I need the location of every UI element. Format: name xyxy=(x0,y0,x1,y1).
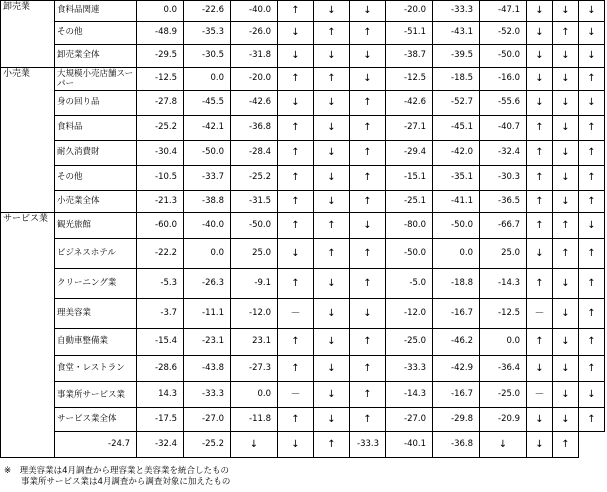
di-value-cell: 0.0 xyxy=(184,239,231,269)
trend-arrow-cell: ↑ xyxy=(350,239,386,269)
di-value-cell: -16.7 xyxy=(433,299,480,329)
di-value-cell: -45.5 xyxy=(184,91,231,116)
trend-arrow-cell: ↓ xyxy=(527,408,553,432)
industry-label: 小売業 xyxy=(1,68,55,213)
trend-arrow-cell: ↓ xyxy=(553,1,579,22)
trend-arrow-cell: ↑ xyxy=(579,329,605,356)
di-value-cell: -12.0 xyxy=(386,299,433,329)
trend-arrow-cell: ↑ xyxy=(553,432,579,458)
trend-arrow-cell: ↓ xyxy=(579,382,605,408)
di-value-cell: -80.0 xyxy=(386,213,433,239)
trend-arrow-cell: ↑ xyxy=(350,166,386,191)
subcategory-label: 身の回り品 xyxy=(55,91,137,116)
di-value-cell: -11.1 xyxy=(184,299,231,329)
trend-arrow-cell: － xyxy=(527,299,553,329)
di-value-cell: 0.0 xyxy=(433,239,480,269)
di-value-cell: -20.0 xyxy=(231,68,278,91)
subcategory-label: その他 xyxy=(55,22,137,45)
trend-arrow-cell: ↑ xyxy=(314,239,350,269)
di-value-cell: -50.0 xyxy=(184,141,231,166)
di-value-cell: -50.0 xyxy=(480,45,527,68)
subcategory-label: 小売業全体 xyxy=(55,191,137,213)
trend-arrow-cell: ↑ xyxy=(314,68,350,91)
trend-arrow-cell: ↑ xyxy=(527,191,553,213)
di-value-cell: -23.1 xyxy=(184,329,231,356)
di-value-cell: 0.0 xyxy=(184,68,231,91)
trend-arrow-cell: ↑ xyxy=(579,299,605,329)
di-value-cell: -46.2 xyxy=(433,329,480,356)
footnotes xyxy=(4,466,230,488)
trend-arrow-cell: ↓ xyxy=(553,408,579,432)
di-value-cell: -36.8 xyxy=(433,432,480,458)
table-row xyxy=(1,329,605,356)
trend-arrow-cell: ↑ xyxy=(278,191,314,213)
trend-arrow-cell: ↓ xyxy=(278,239,314,269)
di-value-cell: -51.1 xyxy=(386,22,433,45)
di-value-cell: -52.0 xyxy=(480,22,527,45)
di-value-cell: -21.3 xyxy=(137,191,184,213)
di-value-cell: -27.0 xyxy=(184,408,231,432)
trend-arrow-cell: ↑ xyxy=(350,91,386,116)
subcategory-label: 自動車整備業 xyxy=(55,329,137,356)
subcategory-label: 理美容業 xyxy=(55,299,137,329)
di-value-cell: -39.5 xyxy=(433,45,480,68)
trend-arrow-cell: ↓ xyxy=(314,408,350,432)
di-value-cell: -22.2 xyxy=(137,239,184,269)
di-value-cell: -28.6 xyxy=(137,356,184,382)
footnote-1: ※ 理美容業は4月調査から理容業と美容業を統合したもの xyxy=(4,466,230,476)
trend-arrow-cell: ↓ xyxy=(314,45,350,68)
subcategory-label: サービス業全体 xyxy=(55,408,137,432)
subcategory-label: 事業所サービス業 xyxy=(55,382,137,408)
subcategory-label: 食堂・レストラン xyxy=(55,356,137,382)
di-value-cell: -33.3 xyxy=(350,432,386,458)
trend-arrow-cell: ↓ xyxy=(553,141,579,166)
trend-arrow-cell: ↓ xyxy=(350,1,386,22)
di-value-cell: -55.6 xyxy=(480,91,527,116)
table-row xyxy=(1,68,605,91)
trend-arrow-cell: ↑ xyxy=(579,269,605,299)
trend-arrow-cell: ↑ xyxy=(278,1,314,22)
subcategory-label: 食料品 xyxy=(55,116,137,141)
trend-arrow-cell: － xyxy=(527,382,553,408)
trend-arrow-cell: ↑ xyxy=(278,408,314,432)
di-value-cell: -50.0 xyxy=(231,213,278,239)
trend-arrow-cell: ↑ xyxy=(278,166,314,191)
trend-arrow-cell: ↑ xyxy=(579,408,605,432)
trend-arrow-cell: ↑ xyxy=(350,408,386,432)
trend-arrow-cell: ↓ xyxy=(527,239,553,269)
trend-arrow-cell: ↓ xyxy=(579,1,605,22)
di-value-cell: -35.1 xyxy=(433,166,480,191)
di-value-cell: -12.0 xyxy=(231,299,278,329)
di-value-cell: -45.1 xyxy=(433,116,480,141)
di-value-cell: -40.0 xyxy=(231,1,278,22)
subcategory-label: クリーニング業 xyxy=(55,269,137,299)
di-value-cell: -15.1 xyxy=(386,166,433,191)
trend-arrow-cell: ↓ xyxy=(579,22,605,45)
trend-arrow-cell: ↓ xyxy=(314,116,350,141)
trend-arrow-cell: ↓ xyxy=(314,269,350,299)
di-value-cell: -31.8 xyxy=(231,45,278,68)
di-value-cell: -12.5 xyxy=(386,68,433,91)
footnote-2: 事業所サービス業は4月調査から調査対象に加えたもの xyxy=(4,477,231,487)
trend-arrow-cell: ↓ xyxy=(480,432,527,458)
trend-arrow-cell: ↓ xyxy=(527,22,553,45)
trend-arrow-cell: ↓ xyxy=(278,22,314,45)
di-value-cell: -11.8 xyxy=(231,408,278,432)
table-row xyxy=(1,213,605,239)
trend-arrow-cell: ↓ xyxy=(553,45,579,68)
trend-arrow-cell: ↑ xyxy=(350,382,386,408)
di-value-cell: -47.1 xyxy=(480,1,527,22)
trend-arrow-cell: ↓ xyxy=(527,45,553,68)
trend-arrow-cell: ↓ xyxy=(553,356,579,382)
trend-arrow-cell: ↑ xyxy=(350,116,386,141)
trend-arrow-cell: ↑ xyxy=(527,116,553,141)
trend-arrow-cell: ↓ xyxy=(579,45,605,68)
di-value-cell: -33.3 xyxy=(184,382,231,408)
trend-arrow-cell: ↓ xyxy=(314,91,350,116)
di-value-cell: -33.3 xyxy=(386,356,433,382)
trend-arrow-cell: ↑ xyxy=(579,116,605,141)
di-value-cell: -50.0 xyxy=(386,239,433,269)
di-value-cell: -36.5 xyxy=(480,191,527,213)
di-value-cell: -12.5 xyxy=(137,68,184,91)
di-value-cell: -42.1 xyxy=(184,116,231,141)
di-value-cell: -14.3 xyxy=(386,382,433,408)
di-value-cell: -18.5 xyxy=(433,68,480,91)
trend-arrow-cell: ↑ xyxy=(278,269,314,299)
trend-arrow-cell: ↓ xyxy=(553,191,579,213)
trend-arrow-cell: ↓ xyxy=(527,432,553,458)
trend-arrow-cell: ↑ xyxy=(553,239,579,269)
subcategory-label: 大規模小売店舗スーパー xyxy=(55,68,137,91)
table-row xyxy=(1,356,605,382)
di-value-cell: -20.0 xyxy=(386,1,433,22)
trend-arrow-cell: ↑ xyxy=(314,432,350,458)
di-value-cell: -5.0 xyxy=(386,269,433,299)
di-value-cell: -29.8 xyxy=(433,408,480,432)
di-value-cell: -48.9 xyxy=(137,22,184,45)
di-value-cell: -25.2 xyxy=(184,432,231,458)
trend-arrow-cell: ↑ xyxy=(350,22,386,45)
di-value-cell: -24.7 xyxy=(55,432,137,458)
trend-arrow-cell: ↓ xyxy=(553,299,579,329)
di-value-cell: -12.5 xyxy=(480,299,527,329)
di-value-cell: -20.9 xyxy=(480,408,527,432)
di-value-cell: -42.6 xyxy=(386,91,433,116)
trend-arrow-cell: ↓ xyxy=(314,141,350,166)
di-value-cell: -30.4 xyxy=(137,141,184,166)
trend-arrow-cell: ↑ xyxy=(278,68,314,91)
trend-arrow-cell: ↓ xyxy=(350,68,386,91)
table-row xyxy=(1,299,605,329)
trend-arrow-cell: ↓ xyxy=(579,91,605,116)
trend-arrow-cell: ↓ xyxy=(527,68,553,91)
table-row xyxy=(1,191,605,213)
trend-arrow-cell: ↓ xyxy=(278,45,314,68)
di-value-cell: -16.0 xyxy=(480,68,527,91)
di-value-cell: -18.8 xyxy=(433,269,480,299)
trend-arrow-cell: ↓ xyxy=(278,432,314,458)
di-value-cell: -50.0 xyxy=(433,213,480,239)
table-row xyxy=(1,91,605,116)
di-value-cell: -5.3 xyxy=(137,269,184,299)
trend-arrow-cell: ↑ xyxy=(579,239,605,269)
di-value-cell: -17.5 xyxy=(137,408,184,432)
trend-arrow-cell: ↑ xyxy=(314,22,350,45)
di-value-cell: -40.7 xyxy=(480,116,527,141)
di-value-cell: -27.8 xyxy=(137,91,184,116)
di-value-cell: 25.0 xyxy=(480,239,527,269)
trend-arrow-cell: － xyxy=(278,382,314,408)
trend-arrow-cell: ↓ xyxy=(314,356,350,382)
table-row xyxy=(1,239,605,269)
industry-label: サービス業 xyxy=(1,213,55,458)
di-value-cell: -14.3 xyxy=(480,269,527,299)
trend-arrow-cell: ↓ xyxy=(527,356,553,382)
di-value-cell: -26.0 xyxy=(231,22,278,45)
trend-arrow-cell: ↑ xyxy=(278,141,314,166)
trend-arrow-cell: ↑ xyxy=(579,141,605,166)
trend-arrow-cell: ↓ xyxy=(350,45,386,68)
di-value-cell: -35.3 xyxy=(184,22,231,45)
table-row xyxy=(1,116,605,141)
trend-arrow-cell: ↓ xyxy=(579,213,605,239)
table-row xyxy=(1,382,605,408)
di-value-cell: 23.1 xyxy=(231,329,278,356)
subcategory-label: その他 xyxy=(55,166,137,191)
di-value-cell: -27.1 xyxy=(386,116,433,141)
table-row xyxy=(1,45,605,68)
subcategory-label: 卸売業全体 xyxy=(55,45,137,68)
di-value-cell: -28.4 xyxy=(231,141,278,166)
di-value-cell: -40.1 xyxy=(386,432,433,458)
di-value-cell: -38.8 xyxy=(184,191,231,213)
table-row xyxy=(1,166,605,191)
di-value-cell: -29.5 xyxy=(137,45,184,68)
di-value-cell: -31.5 xyxy=(231,191,278,213)
table-row xyxy=(1,432,605,458)
di-value-cell: -41.1 xyxy=(433,191,480,213)
trend-arrow-cell: ↓ xyxy=(350,213,386,239)
trend-arrow-cell: ↓ xyxy=(314,166,350,191)
trend-arrow-cell: ↓ xyxy=(314,191,350,213)
trend-arrow-cell: ↑ xyxy=(350,329,386,356)
trend-arrow-cell: ↑ xyxy=(350,269,386,299)
subcategory-label: 耐久消費財 xyxy=(55,141,137,166)
table-row xyxy=(1,141,605,166)
di-value-cell: 0.0 xyxy=(480,329,527,356)
di-value-cell: -9.1 xyxy=(231,269,278,299)
table-body xyxy=(1,1,605,458)
di-value-cell: 14.3 xyxy=(137,382,184,408)
di-value-cell: -3.7 xyxy=(137,299,184,329)
trend-arrow-cell: ↓ xyxy=(527,91,553,116)
di-value-cell: -32.4 xyxy=(480,141,527,166)
trend-arrow-cell: ↑ xyxy=(350,191,386,213)
trend-arrow-cell: ↓ xyxy=(553,166,579,191)
di-value-cell: -25.0 xyxy=(480,382,527,408)
di-value-cell: -33.7 xyxy=(184,166,231,191)
trend-arrow-cell: ↑ xyxy=(553,22,579,45)
trend-arrow-cell: ↑ xyxy=(579,191,605,213)
trend-arrow-cell: ↓ xyxy=(553,382,579,408)
trend-arrow-cell: ↑ xyxy=(350,141,386,166)
di-value-cell: -27.3 xyxy=(231,356,278,382)
di-value-cell: -30.5 xyxy=(184,45,231,68)
trend-arrow-cell: ↑ xyxy=(278,213,314,239)
trend-arrow-cell: ↑ xyxy=(579,166,605,191)
di-value-cell: -32.4 xyxy=(137,432,184,458)
di-value-cell: -10.5 xyxy=(137,166,184,191)
trend-arrow-cell: ↑ xyxy=(527,269,553,299)
trend-arrow-cell: ↑ xyxy=(527,166,553,191)
di-value-cell: -36.4 xyxy=(480,356,527,382)
di-value-cell: -42.0 xyxy=(433,141,480,166)
di-value-cell: -60.0 xyxy=(137,213,184,239)
di-value-cell: -42.6 xyxy=(231,91,278,116)
trend-arrow-cell: ↑ xyxy=(278,329,314,356)
trend-arrow-cell: ↑ xyxy=(579,356,605,382)
trend-arrow-cell: ↓ xyxy=(278,91,314,116)
trend-arrow-cell: ↓ xyxy=(553,91,579,116)
di-value-cell: -29.4 xyxy=(386,141,433,166)
trend-arrow-cell: ↓ xyxy=(553,329,579,356)
di-value-cell: -27.0 xyxy=(386,408,433,432)
di-value-cell: -42.9 xyxy=(433,356,480,382)
di-value-cell: -15.4 xyxy=(137,329,184,356)
trend-arrow-cell: － xyxy=(278,299,314,329)
trend-arrow-cell: ↑ xyxy=(350,356,386,382)
di-value-cell: -33.3 xyxy=(433,1,480,22)
di-value-cell: -43.8 xyxy=(184,356,231,382)
subcategory-label: ビジネスホテル xyxy=(55,239,137,269)
subcategory-label: 観光旅館 xyxy=(55,213,137,239)
trend-arrow-cell: ↑ xyxy=(579,68,605,91)
trend-arrow-cell: ↓ xyxy=(231,432,278,458)
di-value-cell: -38.7 xyxy=(386,45,433,68)
trend-arrow-cell: ↓ xyxy=(350,299,386,329)
trend-arrow-cell: ↓ xyxy=(314,299,350,329)
industry-label: 卸売業 xyxy=(1,1,55,68)
trend-arrow-cell: ↓ xyxy=(314,382,350,408)
trend-arrow-cell: ↓ xyxy=(314,329,350,356)
trend-arrow-cell: ↓ xyxy=(553,116,579,141)
subcategory-label: 食料品関連 xyxy=(55,1,137,22)
di-value-cell: -36.8 xyxy=(231,116,278,141)
di-value-cell: -25.0 xyxy=(386,329,433,356)
trend-arrow-cell: ↑ xyxy=(527,141,553,166)
trend-arrow-cell: ↓ xyxy=(553,68,579,91)
di-value-cell: -52.7 xyxy=(433,91,480,116)
di-value-cell: 0.0 xyxy=(137,1,184,22)
di-value-cell: -40.0 xyxy=(184,213,231,239)
table-row xyxy=(1,22,605,45)
table-row xyxy=(1,1,605,22)
trend-arrow-cell: ↑ xyxy=(527,329,553,356)
di-value-cell: -30.3 xyxy=(480,166,527,191)
di-value-cell: -25.2 xyxy=(231,166,278,191)
di-value-cell: -25.2 xyxy=(137,116,184,141)
trend-arrow-cell: ↓ xyxy=(527,1,553,22)
di-value-cell: -26.3 xyxy=(184,269,231,299)
di-value-cell: -43.1 xyxy=(433,22,480,45)
di-value-cell: 25.0 xyxy=(231,239,278,269)
trend-arrow-cell: ↑ xyxy=(278,356,314,382)
trend-arrow-cell: ↓ xyxy=(553,269,579,299)
table-row xyxy=(1,408,605,432)
di-value-cell: -25.1 xyxy=(386,191,433,213)
trend-arrow-cell: ↑ xyxy=(527,213,553,239)
di-value-cell: 0.0 xyxy=(231,382,278,408)
trend-arrow-cell: ↑ xyxy=(314,213,350,239)
di-value-cell: -22.6 xyxy=(184,1,231,22)
trend-arrow-cell: ↓ xyxy=(314,1,350,22)
di-value-cell: -16.7 xyxy=(433,382,480,408)
trend-arrow-cell: ↑ xyxy=(278,116,314,141)
di-value-cell: -66.7 xyxy=(480,213,527,239)
trend-arrow-cell: ↑ xyxy=(553,213,579,239)
table-row xyxy=(1,269,605,299)
